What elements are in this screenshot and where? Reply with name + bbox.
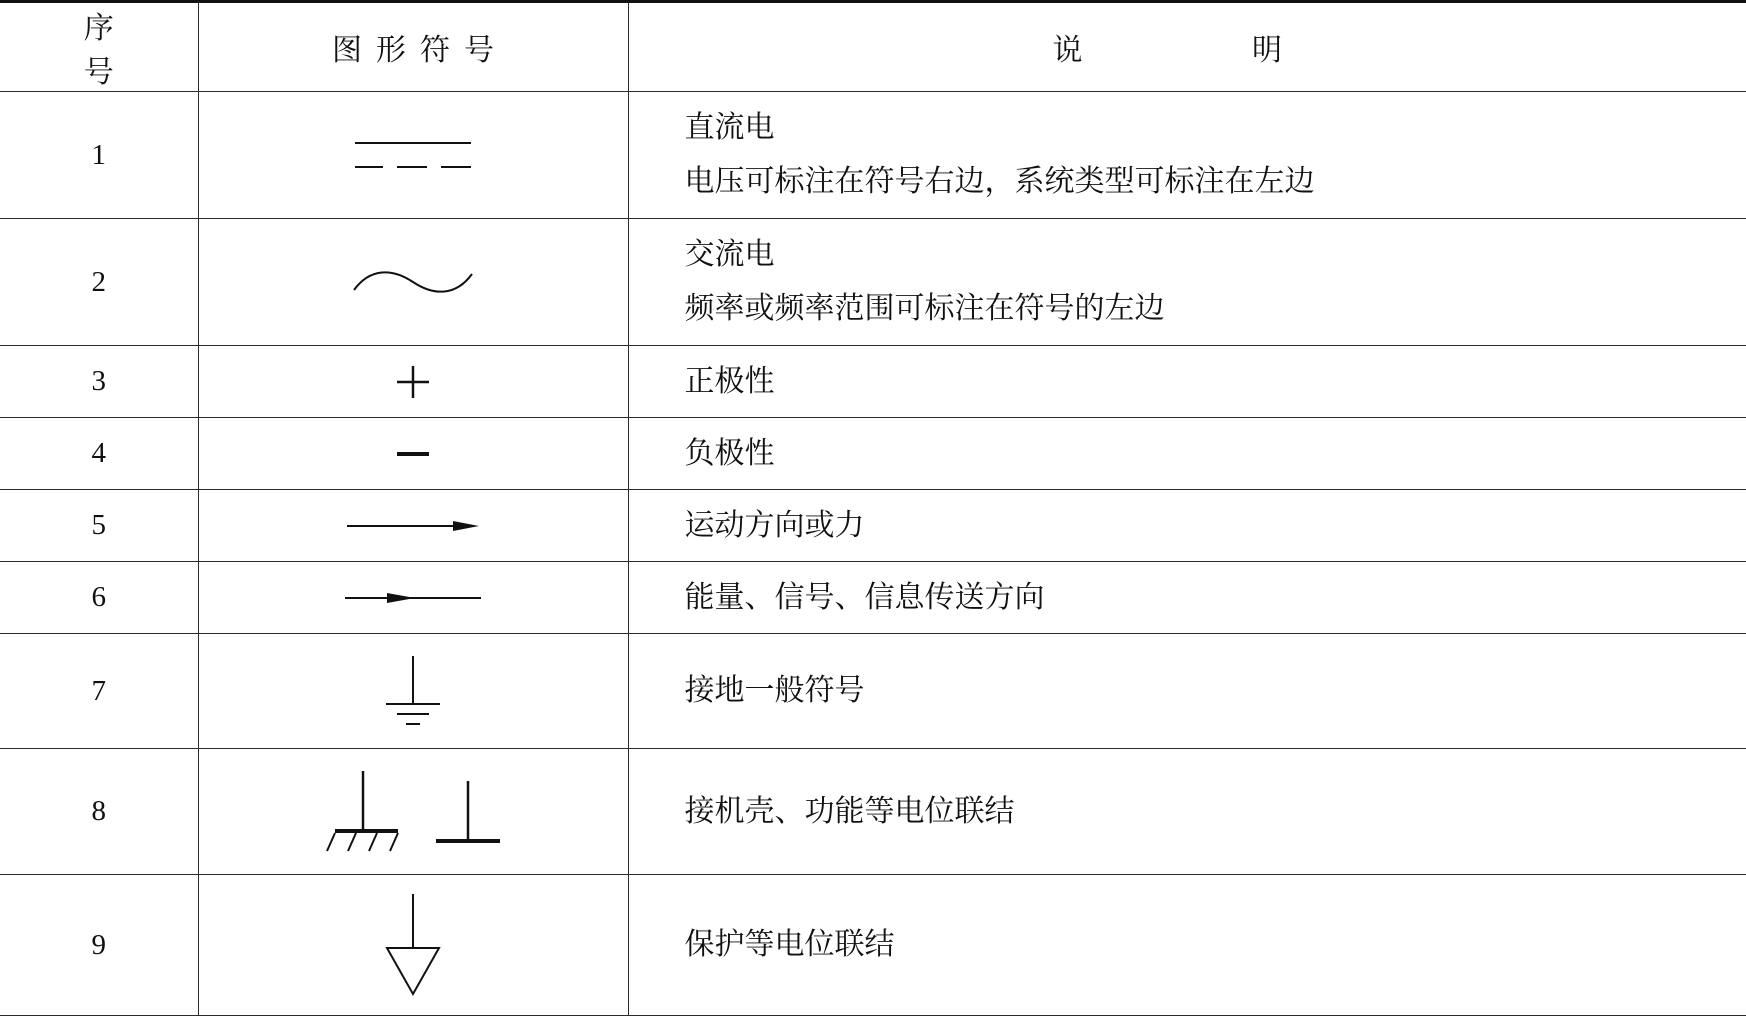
table-header-row [0,2,1746,92]
description-title: 保护等电位联结 [685,918,1746,972]
header-symbol: 图形符号 [198,2,628,92]
header-no: 序 号 [0,2,198,92]
description-title: 交流电 [685,228,1746,282]
arrow-right-icon [345,518,481,534]
row-number: 6 [0,562,198,634]
symbol-cell [198,346,628,418]
table-row [0,490,1746,562]
row-number: 7 [0,634,198,749]
header-description: 说 明 [628,2,1746,92]
description-cell [628,562,1746,634]
description-title: 接机壳、功能等电位联结 [685,785,1746,839]
symbol-cell [198,418,628,490]
row-number: 4 [0,418,198,490]
row-number: 5 [0,490,198,562]
table-row [0,346,1746,418]
description-cell [628,418,1746,490]
dc-icon [353,135,473,175]
symbol-cell [198,634,628,749]
row-number: 1 [0,92,198,219]
description-cell [628,92,1746,219]
row-number: 3 [0,346,198,418]
description-title: 直流电 [685,101,1746,155]
description-cell [628,219,1746,346]
symbol-cell [198,562,628,634]
description-cell [628,634,1746,749]
symbol-cell [198,92,628,219]
ac-icon [352,264,474,300]
description-title: 负极性 [685,427,1746,481]
description-note: 频率或频率范围可标注在符号的左边 [685,282,1746,336]
minus-icon [395,448,431,460]
table-row [0,634,1746,749]
table-row [0,418,1746,490]
symbol-cell [198,219,628,346]
description-title: 能量、信号、信息传送方向 [685,571,1746,625]
row-number: 9 [0,875,198,1016]
chassis-ground-icon [323,769,503,855]
mid-arrow-icon [343,590,483,606]
description-cell [628,346,1746,418]
protective-bonding-icon [383,892,443,998]
ground-icon [383,654,443,728]
symbol-cell [198,749,628,875]
description-title: 接地一般符号 [685,664,1746,718]
table-row [0,92,1746,219]
symbol-cell [198,875,628,1016]
row-number: 2 [0,219,198,346]
description-title: 正极性 [685,355,1746,409]
table-row [0,875,1746,1016]
description-cell [628,490,1746,562]
table-row [0,219,1746,346]
description-cell [628,875,1746,1016]
description-title: 运动方向或力 [685,499,1746,553]
description-cell [628,749,1746,875]
plus-icon [395,364,431,400]
row-number: 8 [0,749,198,875]
description-note: 电压可标注在符号右边，系统类型可标注在左边 [685,155,1746,209]
symbol-cell [198,490,628,562]
table-row [0,562,1746,634]
table-row [0,749,1746,875]
